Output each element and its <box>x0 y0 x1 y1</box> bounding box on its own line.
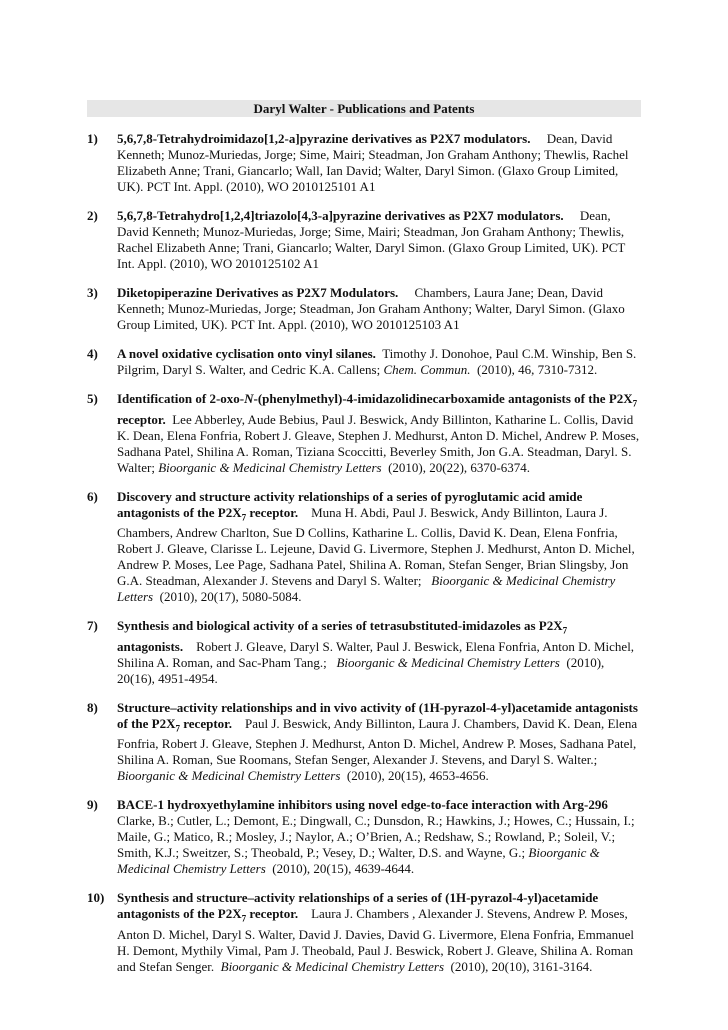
entry-number: 8) <box>87 699 98 715</box>
entry-title: Diketopiperazine Derivatives as P2X7 Modulators. <box>117 285 399 300</box>
entry-title-part: antagonists. <box>117 638 184 654</box>
entry-authors: Robert J. Gleave, Daryl S. Walter, Paul J. Beswick, Elena Fonfria, Anton D. Michel, Shilina A. Roman, and Sac-Pham Tang.; <box>117 638 635 670</box>
entry-journal: Bioorganic & Medicinal Chemistry Letters <box>336 654 560 670</box>
entry-title-part: Structure–activity relationships and in vivo activity of (1H-pyrazol-4-yl)acetamide antagonists of the P2X <box>117 699 638 731</box>
publication-1 <box>87 131 643 195</box>
entry-title-part: Discovery and structure activity relationships of a series of pyroglutamic acid amide antagonists of the P2X <box>117 488 583 520</box>
entry-title: A novel oxidative cyclisation onto vinyl silanes. <box>117 346 376 361</box>
entry-authors: Lee Abberley, Aude Bebius, Paul J. Beswick, Andy Billinton, Katharine L. Collis, David K. Dean, Elena Fonfria, Robert J. Gleave, Stephen J. Medhurst, Anton D. Michel, Andrew P. Moses, Sadhana Patel, Shilina A. Roman, Tiziana Scoccitti, Beverley Smith, Jon G.A. Steadman, Daryl. S. Walter; <box>117 411 640 475</box>
entry-authors: Laura J. Chambers , Alexander J. Stevens, Andrew P. Moses, Anton D. Michel, Daryl S. Walter, David J. Davies, David G. Livermore, Elena Fonfria, Emmanuel H. Demont, Mythily Vimal, Pam J. Theobald, Paul J. Beswick, Robert J. Gleave, Shilina A. Roman and Stefan Senger. <box>117 906 634 974</box>
entry-title-part: Synthesis and structure–activity relationships of a series of (1H-pyrazol-4-yl)acetamide antagonists of the P2X <box>117 890 599 922</box>
entry-authors: Muna H. Abdi, Paul J. Beswick, Andy Billinton, Laura J. Chambers, Andrew Charlton, Sue D Collins, Katharine L. Collis, David K. Dean, Elena Fonfria, Robert J. Gleave, Clarisse L. Lejeune, David G. Livermore, Stephen J. Medhurst, Anton D. Michel, Andrew P. Moses, Lee Page, Sadhana Patel, Shilina A. Roman, Stefan Senger, Brian Slingsby, Jon G.A. Steadman, Alexander J. Stevens and Daryl S. Walter; <box>117 504 635 589</box>
publication-2 <box>87 208 643 272</box>
entry-number: 2) <box>87 208 98 223</box>
entry-number: 3) <box>87 285 98 300</box>
publication-9 <box>87 797 643 877</box>
publication-6 <box>87 489 643 606</box>
entry-journal: Bioorganic & Medicinal Chemistry Letters <box>117 845 600 877</box>
entry-citation: (2010), 46, 7310-7312. <box>477 362 598 377</box>
entry-title-subscript: 7 <box>241 913 247 924</box>
entry-citation: (2010), 20(15), 4639-4644. <box>272 861 415 877</box>
entry-journal: Bioorganic & Medicinal Chemistry Letters <box>117 768 341 784</box>
publication-8 <box>87 700 643 785</box>
entry-journal: Bioorganic & Medicinal Chemistry Letters <box>220 958 445 974</box>
entry-citation: (2010), 20(15), 4653-4656. <box>346 768 489 784</box>
entry-title-part: Synthesis and biological activity of a series of tetrasubstituted-imidazoles as P2X <box>117 618 563 634</box>
entry-number: 4) <box>87 346 98 361</box>
entry-title-subscript: 7 <box>241 512 247 523</box>
entry-journal: Bioorganic & Medicinal Chemistry Letters <box>158 459 382 475</box>
publication-3 <box>87 285 643 333</box>
entry-title: BACE-1 hydroxyethylamine inhibitors using novel edge-to-face interaction with Arg-296 <box>117 797 608 813</box>
entry-title-subscript: 7 <box>632 398 638 409</box>
publication-4 <box>87 346 643 378</box>
entry-title-part: receptor. <box>246 906 299 922</box>
entry-title-italic: N <box>244 391 254 406</box>
entry-title-part: -(phenylmethyl)-4-imidazolidinecarboxamide antagonists of the P2X <box>253 391 633 406</box>
publication-5 <box>87 391 643 476</box>
entry-title: 5,6,7,8-Tetrahydroimidazo[1,2-a]pyrazine derivatives as P2X7 modulators. <box>117 131 531 146</box>
entry-authors: Dean, David Kenneth; Munoz-Muriedas, Jorge; Sime, Mairi; Steadman, Jon Graham Anthony; Thewlis, Rachel Elizabeth Anne; Trani, Giancarlo; Walter, Daryl Simon. (Glaxo Group Limited, UK). PCT Int. Appl. (2010), WO 2010125102 A1 <box>117 208 626 271</box>
entry-citation: (2010), 20(16), 4951-4954. <box>117 654 605 686</box>
entry-authors: Dean, David Kenneth; Munoz-Muriedas, Jorge; Sime, Mairi; Steadman, Jon Graham Anthony; Thewlis, Rachel Elizabeth Anne; Trani, Giancarlo; Wall, Ian David; Walter, Daryl Simon. (Glaxo Group Limited, UK). PCT Int. Appl. (2010), WO 2010125101 A1 <box>117 131 629 194</box>
publication-10 <box>87 890 643 975</box>
entry-title-part: receptor. <box>117 411 166 427</box>
entry-authors: Timothy J. Donohoe, Paul C.M. Winship, Ben S. Pilgrim, Daryl S. Walter, and Cedric K.A. Callens; <box>117 346 637 377</box>
entry-authors: Clarke, B.; Cutler, L.; Demont, E.; Dingwall, C.; Dunsdon, R.; Hawkins, J.; Howes, C.; Hussain, I.; Maile, G.; Matico, R.; Mosley, J.; Naylor, A.; O’Brien, A.; Redshaw, S.; Rowland, P.; Soleil, V.; Smith, K.J.; Sweitzer, S.; Theobald, P.; Vesey, D.; Walter, D.S. and Wayne, G.; <box>117 813 635 861</box>
entry-number: 9) <box>87 797 98 813</box>
entry-journal: Chem. Commun. <box>383 362 471 377</box>
entry-title-subscript: 7 <box>562 625 568 636</box>
entry-citation: (2010), 20(17), 5080-5084. <box>159 589 302 605</box>
publication-list <box>87 131 643 988</box>
entry-title: 5,6,7,8-Tetrahydro[1,2,4]triazolo[4,3-a]pyrazine derivatives as P2X7 modulators. <box>117 208 564 223</box>
entry-authors: Paul J. Beswick, Andy Billinton, Laura J. Chambers, David K. Dean, Elena Fonfria, Robert J. Gleave, Stephen J. Medhurst, Anton D. Michel, Andrew P. Moses, Sadhana Patel, Shilina A. Roman, Sue Roomans, Stefan Senger, Alexander J. Stevens, and Daryl S. Walter.; <box>117 715 638 768</box>
entry-title-part: Identification of 2-oxo- <box>117 391 245 406</box>
entry-journal: Bioorganic & Medicinal Chemistry Letters <box>117 573 616 605</box>
entry-authors: Chambers, Laura Jane; Dean, David Kenneth; Munoz-Muriedas, Jorge; Steadman, Jon Graham Anthony; Walter, Daryl Simon. (Glaxo Group Limited, UK). PCT Int. Appl. (2010), WO 2010125103 A1 <box>117 285 625 332</box>
entry-number: 7) <box>87 618 98 634</box>
entry-number: 6) <box>87 488 98 504</box>
entry-number: 1) <box>87 131 98 146</box>
entry-citation: (2010), 20(22), 6370-6374. <box>388 459 530 475</box>
publication-7 <box>87 618 643 687</box>
page-title: Daryl Walter - Publications and Patents <box>87 100 641 117</box>
entry-title-subscript: 7 <box>175 723 180 734</box>
entry-title-part: receptor. <box>180 715 232 731</box>
entry-number: 10) <box>87 890 105 906</box>
entry-title-part: receptor. <box>246 504 299 520</box>
entry-citation: (2010), 20(10), 3161-3164. <box>450 958 593 974</box>
entry-number: 5) <box>87 391 98 406</box>
